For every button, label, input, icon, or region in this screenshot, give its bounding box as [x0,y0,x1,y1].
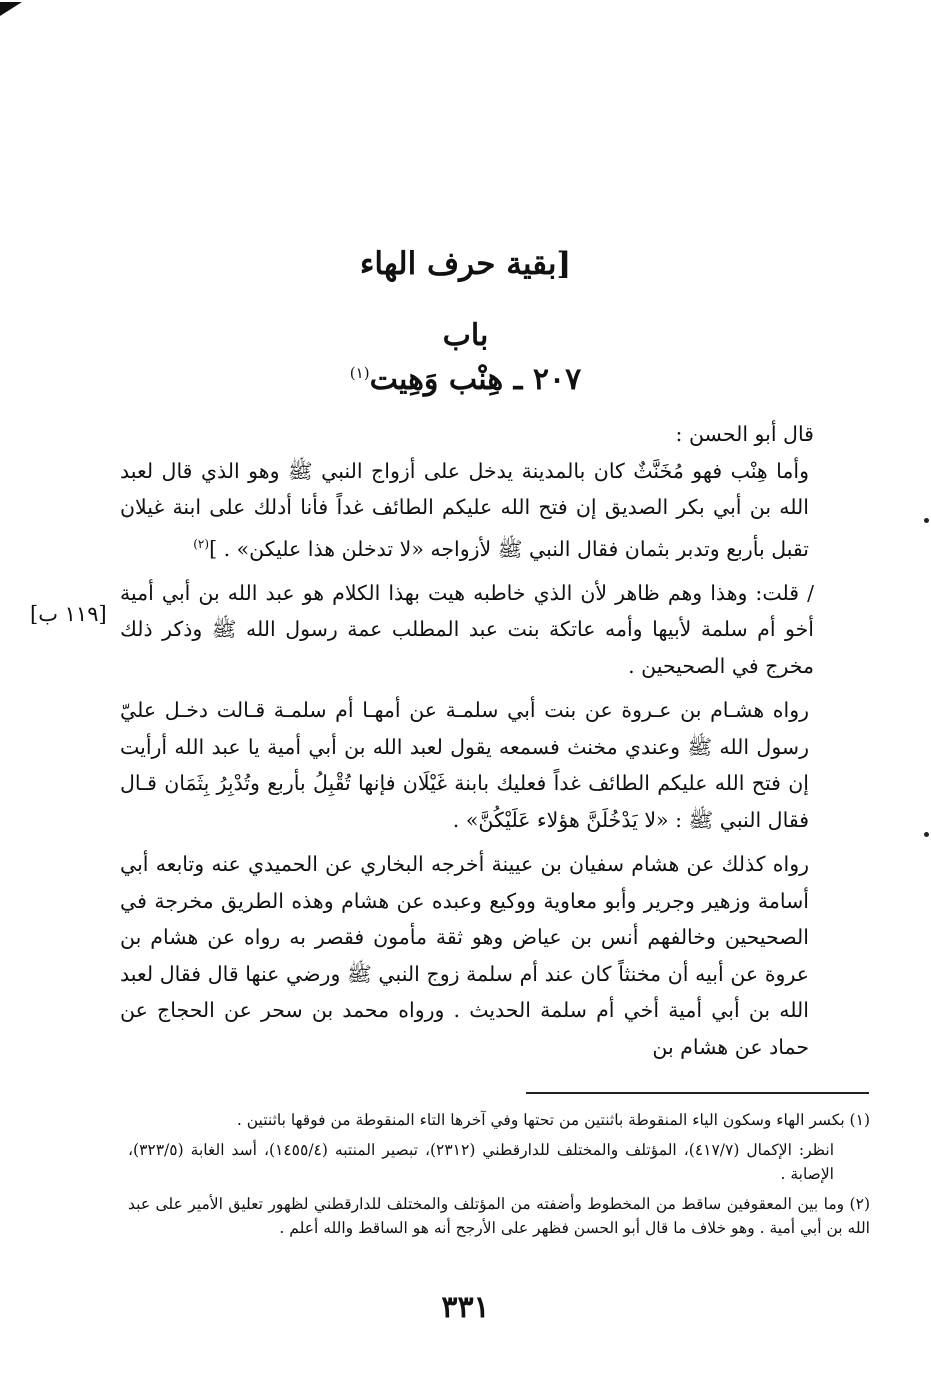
manuscript-folio-marker: [١١٩ ب] [30,602,107,626]
footnote-references: انظر: الإكمال (٤١٧/٧)، المؤتلف والمختلف للدارقطني (٢٣١٢)، تبصير المنتبه (١٤٥٥/٤)، أسد الغابة (٣٢٣/٥)، الإصابة . [128,1141,834,1183]
paragraph: رواه هشـام بن عـروة عن بنت أبي سلمـة عن أمهـا أم سلمـة قـالت دخـل عليّ رسول الله ﷺ وعندي مخنث فسمعه يقول لعبد الله بن أبي أمية يا عبد الله أرأيت إن فتح الله عليكم الطائف غداً فعليك بابنة غَيْلَان فإنها تُقْبِلُ بأربع وتُدْبِرُ بِثَمَان قـال فقال النبي ﷺ : «لا يَدْخُلَنَّ هؤلاء عَلَيْكُنَّ» . [120,698,809,832]
entry-title [0,362,931,397]
entry-title-text: ٢٠٧ ـ هِنْب وَهِيت [369,362,582,397]
paragraph: رواه كذلك عن هشام سفيان بن عيينة أخرجه البخاري عن الحميدي عنه وتابعه أبي أسامة وزهير وجرير وأبو معاوية ووكيع وعبده عن هشام وهذه الطريق مخرجة في الصحيحين وخالفهم أنس بن عياض وهو ثقة مأمون فقصر به رواه عن هشام بن عروة عن أبيه أن مخنثاً كان عند أم سلمة زوج النبي ﷺ ورضي عنها قال فقال لعبد الله بن أبي أمية أخي أم سلمة الحديث . ورواه محمد بن سحر عن الحجاج عن حماد عن هشام بن [120,852,809,1059]
footnote-ref: (٢) [193,536,210,551]
paragraph-text: وأما هِنْب فهو مُخَنَّثٌ كان بالمدينة يدخل على أزواج النبي ﷺ وهو الذي قال لعبد الله بن أبي بكر الصديق إن فتح الله عليكم الطائف غداً فأنا أدلك على ابنة غيلان تقبل بأربع وتدبر بثمان فقال النبي ﷺ لأزواجه «لا تدخلن هذا عليكن» . ] [120,458,809,561]
margin-dot [924,832,929,837]
section-title: [بقية حرف الهاء [359,246,572,282]
paragraph: / قلت: وهذا وهم ظاهر لأن الذي خاطبه هيت بهذا الكلام هو عبد الله بن أبي أمية أخو أم سلمة لأبيها وأمه عاتكة بنت عبد المطلب عمة رسول الله ﷺ وذكر ذلك مخرج في الصحيحين . [120,580,814,678]
footnote-divider [526,1092,869,1094]
margin-dot [924,518,929,523]
footnotes [128,1108,870,1246]
entry-footnote-ref: (١) [349,364,370,382]
footnote: (١) بكسر الهاء وسكون الياء المنقوطة باثنتين من تحتها وفي آخرها التاء المنقوطة من فوقها باثنتين . [236,1111,870,1129]
paragraph [120,453,814,567]
scan-corner-mark [0,2,22,16]
footnote: (٢) وما بين المعقوفين ساقط من المخطوط وأضفته من المؤتلف والمختلف للدارقطني لظهور تعليق الأمير على عبد الله بن أبي أمية . وهو خلاف ما قال أبو الحسن فظهر على الأرجح أنه هو الساقط والله أعلم . [128,1195,870,1237]
main-text [120,416,814,1065]
chapter-label: باب [442,318,489,353]
intro-line: قال أبو الحسن : [675,422,814,446]
page-number: ٣٣١ [441,1290,490,1325]
